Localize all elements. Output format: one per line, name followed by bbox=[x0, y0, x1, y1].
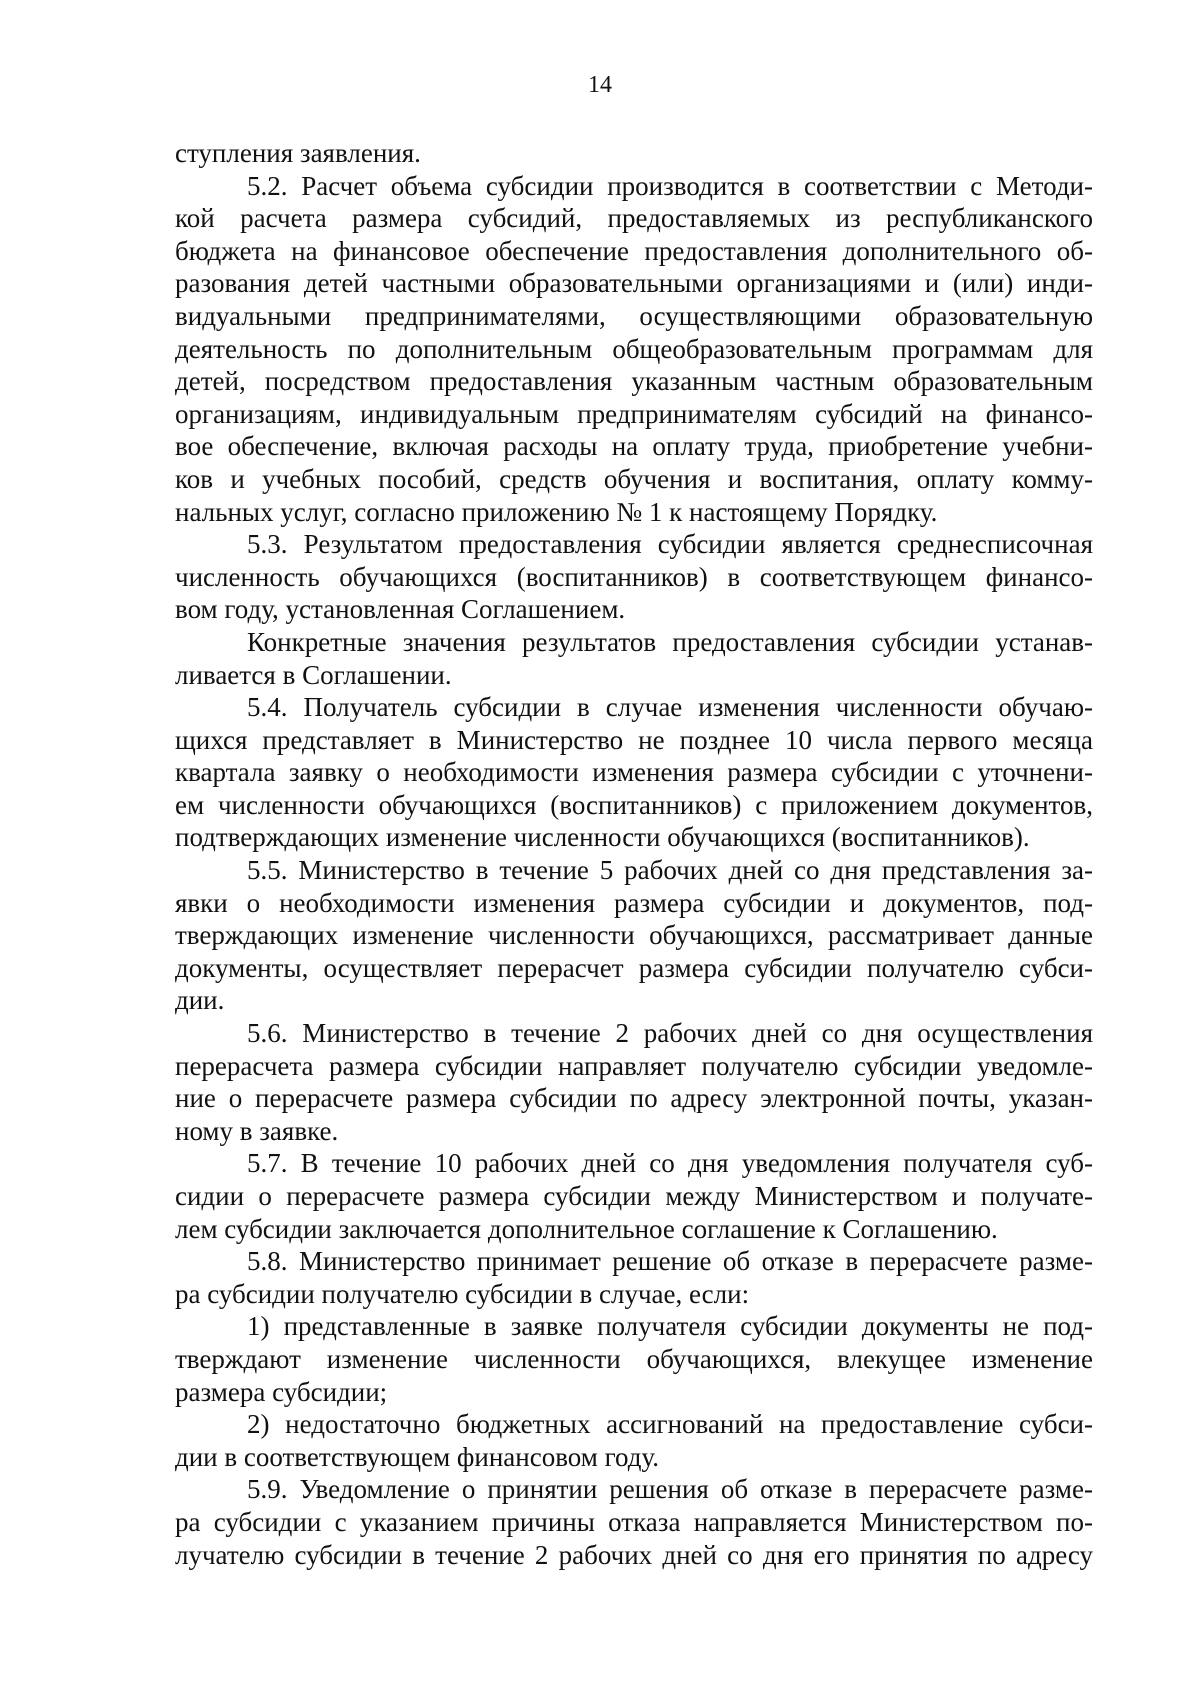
text-line: бюджета на финансовое обеспечение предоставления дополнительного об- bbox=[175, 235, 1093, 266]
paragraph bbox=[175, 1245, 1093, 1310]
text-line: Конкретные значения результатов предоставления субсидии устанав- bbox=[247, 626, 1093, 657]
paragraph bbox=[175, 854, 1093, 1017]
text-line: явки о необходимости изменения размера субсидии и документов, под- bbox=[175, 887, 1093, 918]
text-line: организациям, индивидуальным предпринимателям субсидий на финансо- bbox=[175, 398, 1093, 429]
text-line: ступления заявления. bbox=[175, 138, 421, 168]
text-line: подтверждающих изменение численности обучающихся (воспитанников). bbox=[175, 822, 1030, 853]
text-line: 5.3. Результатом предоставления субсидии является среднесписочная bbox=[247, 529, 1093, 560]
paragraph bbox=[175, 1310, 1093, 1408]
text-line: ливается в Соглашении. bbox=[175, 659, 452, 690]
text-line: деятельность по дополнительным общеобразовательным программам для bbox=[175, 333, 1093, 364]
text-line: 5.5. Министерство в течение 5 рабочих дней со дня представления за- bbox=[247, 855, 1093, 886]
text-line: 5.2. Расчет объема субсидии производится в соответствии с Методи- bbox=[247, 170, 1093, 201]
paragraph bbox=[175, 1473, 1093, 1571]
text-line: ному в заявке. bbox=[175, 1115, 339, 1146]
text-line: дии. bbox=[175, 985, 225, 1016]
text-line: кой расчета размера субсидий, предоставляемых из республиканского bbox=[175, 203, 1093, 234]
paragraph bbox=[175, 1408, 1093, 1473]
text-line: вом году, установленная Соглашением. bbox=[175, 594, 626, 625]
text-line: тверждают изменение численности обучающихся, влекущее изменение bbox=[175, 1343, 1093, 1374]
paragraph bbox=[175, 1147, 1093, 1245]
text-line: 1) представленные в заявке получателя субсидии документы не под- bbox=[247, 1311, 1093, 1342]
paragraph bbox=[175, 170, 1093, 529]
text-line: ем численности обучающихся (воспитанников) с приложением документов, bbox=[175, 789, 1093, 820]
text-line: ра субсидии с указанием причины отказа направляется Министерством по- bbox=[175, 1506, 1093, 1537]
paragraph bbox=[175, 626, 1093, 691]
text-line: сидии о перерасчете размера субсидии между Министерством и получате- bbox=[175, 1181, 1093, 1211]
text-line: вое обеспечение, включая расходы на оплату труда, приобретение учебни- bbox=[175, 431, 1093, 462]
text-line: лем субсидии заключается дополнительное соглашение к Соглашению. bbox=[175, 1213, 998, 1244]
text-line: 5.8. Министерство принимает решение об отказе в перерасчете разме- bbox=[247, 1246, 1093, 1277]
text-line: численность обучающихся (воспитанников) в соответствующем финансо- bbox=[175, 561, 1093, 592]
text-line: 5.9. Уведомление о принятии решения об отказе в перерасчете разме- bbox=[247, 1474, 1093, 1505]
document-body bbox=[175, 137, 1093, 1571]
paragraph bbox=[175, 1017, 1093, 1147]
text-line: разования детей частными образовательными организациями и (или) инди- bbox=[175, 268, 1093, 299]
text-line: нальных услуг, согласно приложению № 1 к настоящему Порядку. bbox=[175, 496, 938, 527]
paragraph bbox=[175, 528, 1093, 626]
text-line: ние о перерасчете размера субсидии по адресу электронной почты, указан- bbox=[175, 1083, 1093, 1114]
text-line: ра субсидии получателю субсидии в случае, если: bbox=[175, 1278, 750, 1309]
text-line: перерасчета размера субсидии направляет получателю субсидии уведомле- bbox=[175, 1050, 1093, 1081]
text-line: документы, осуществляет перерасчет размера субсидии получателю субси- bbox=[175, 952, 1093, 983]
text-line: квартала заявку о необходимости изменения размера субсидии с уточнени- bbox=[175, 757, 1093, 788]
text-line: лучателю субсидии в течение 2 рабочих дней со дня его принятия по адресу bbox=[175, 1539, 1093, 1570]
text-line: размера субсидии; bbox=[175, 1376, 388, 1407]
text-line: ков и учебных пособий, средств обучения и воспитания, оплату комму- bbox=[175, 463, 1093, 494]
text-line: 5.4. Получатель субсидии в случае изменения численности обучаю- bbox=[247, 692, 1093, 723]
page-number: 14 bbox=[588, 72, 612, 98]
text-line: 5.6. Министерство в течение 2 рабочих дней со дня осуществления bbox=[247, 1018, 1093, 1049]
text-line: 2) недостаточно бюджетных ассигнований на предоставление субси- bbox=[247, 1409, 1093, 1440]
paragraph bbox=[175, 137, 1093, 170]
text-line: дии в соответствующем финансовом году. bbox=[175, 1441, 660, 1472]
text-line: 5.7. В течение 10 рабочих дней со дня уведомления получателя суб- bbox=[247, 1148, 1093, 1179]
paragraph bbox=[175, 691, 1093, 854]
text-line: тверждающих изменение численности обучающихся, рассматривает данные bbox=[175, 920, 1093, 951]
text-line: щихся представляет в Министерство не позднее 10 числа первого месяца bbox=[175, 724, 1093, 755]
text-line: детей, посредством предоставления указанным частным образовательным bbox=[175, 366, 1093, 397]
text-line: видуальными предпринимателями, осуществляющими образовательную bbox=[175, 300, 1093, 331]
